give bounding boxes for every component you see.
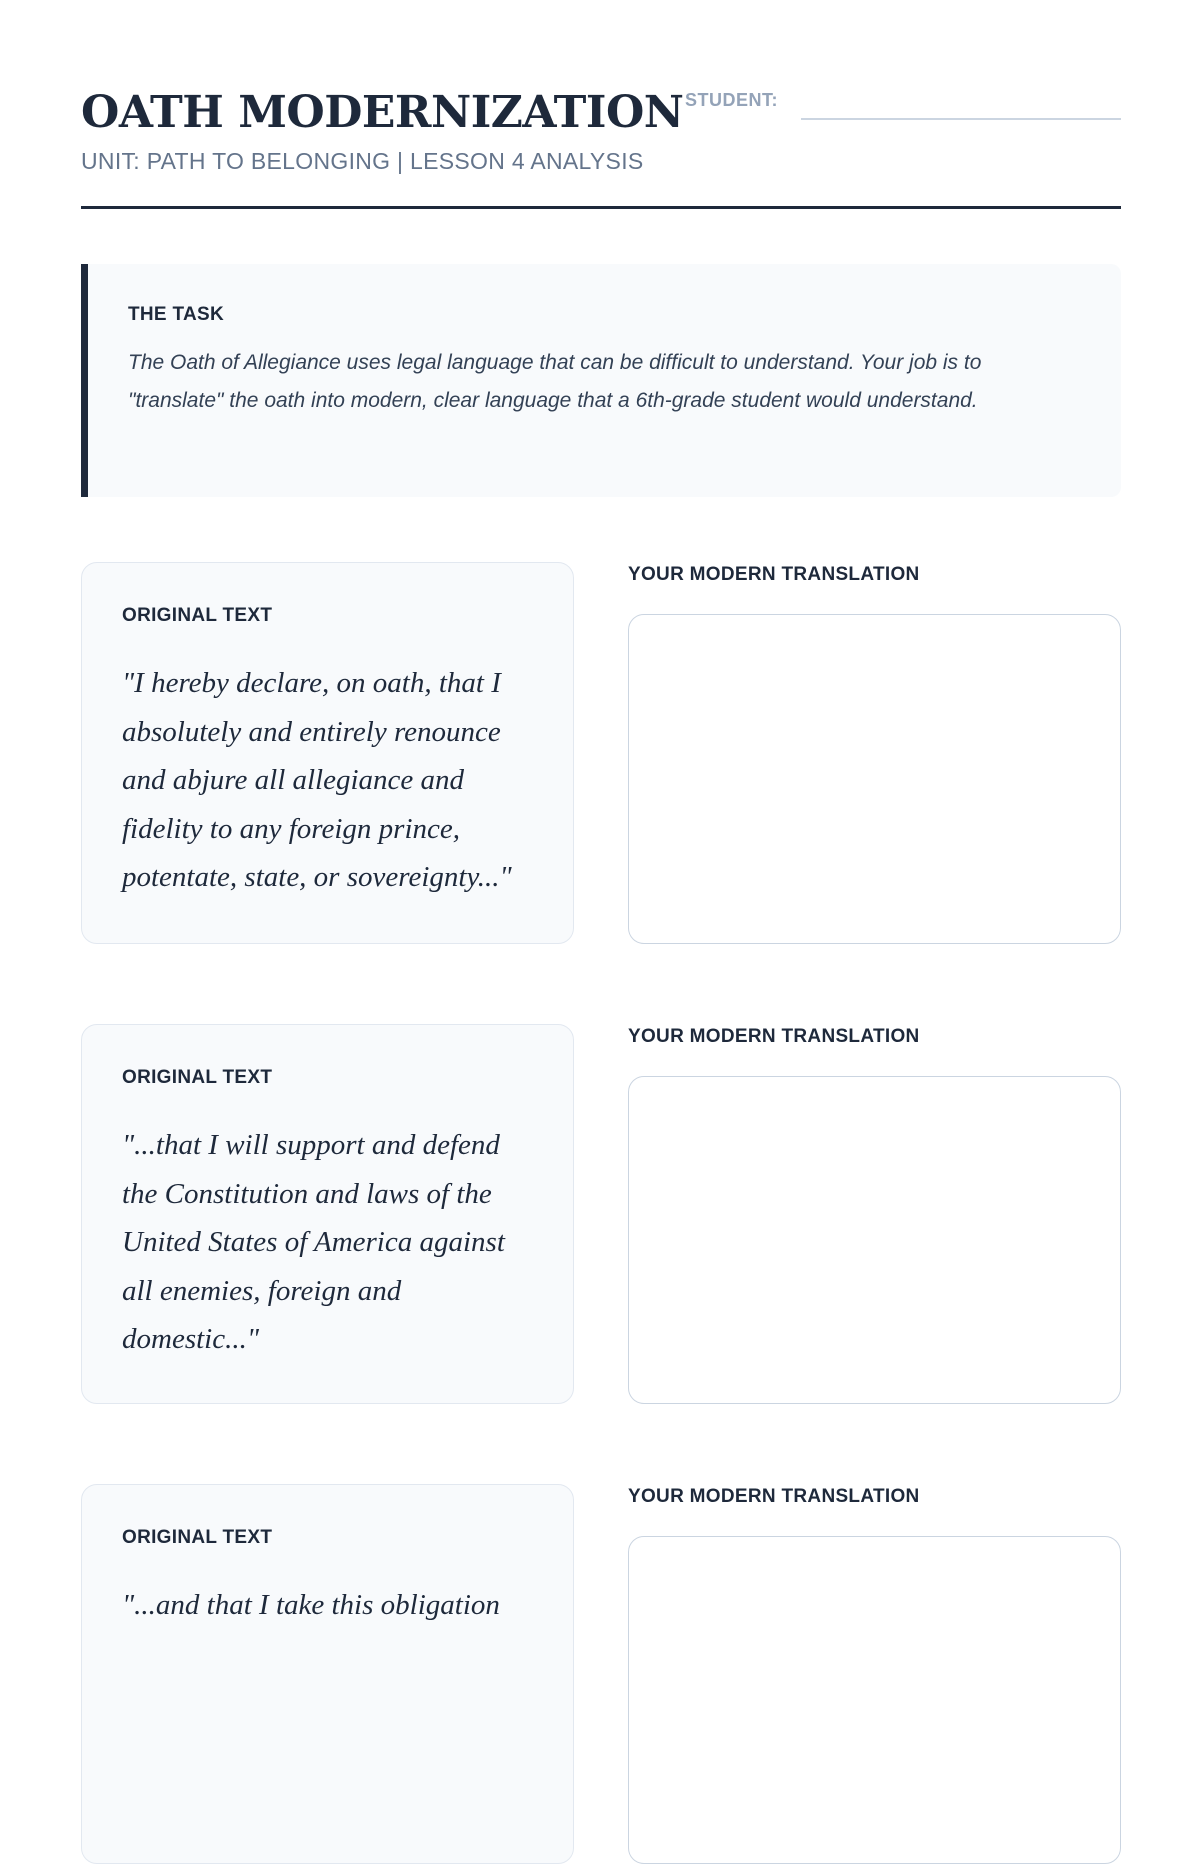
original-text-label: ORIGINAL TEXT [122, 605, 273, 626]
translation-input-3[interactable] [628, 1536, 1121, 1864]
translation-section-3 [81, 1484, 1121, 1621]
worksheet-header [81, 80, 1121, 210]
original-text-quote: "I hereby declare, on oath, that I absolutely and entirely renounce and abjure all allegiance and fidelity to any foreign prince, potentate, state, or sovereignty..." [122, 667, 512, 893]
original-text-card [81, 562, 574, 944]
student-name-field[interactable] [685, 88, 1121, 120]
student-name-line[interactable] [801, 118, 1121, 120]
task-callout [81, 264, 1121, 497]
task-label: THE TASK [128, 304, 224, 325]
original-text-quote: "...that I will support and defend the Constitution and laws of the United States of America against all enemies, foreign and domestic..." [122, 1129, 505, 1355]
original-text-card [81, 1024, 574, 1404]
page-subtitle: UNIT: PATH TO BELONGING | LESSON 4 ANALYSIS [81, 148, 644, 174]
student-label: STUDENT: [685, 90, 778, 110]
original-text-label: ORIGINAL TEXT [122, 1067, 273, 1088]
original-text-card [81, 1484, 574, 1864]
header-divider [81, 206, 1121, 209]
original-text-label: ORIGINAL TEXT [122, 1527, 273, 1548]
translation-label: YOUR MODERN TRANSLATION [628, 564, 920, 585]
translation-input-2[interactable] [628, 1076, 1121, 1404]
translation-input-1[interactable] [628, 614, 1121, 944]
task-instructions: The Oath of Allegiance uses legal language that can be difficult to understand. Your job is to "translate" the oath into modern, clear language that a 6th-grade student would understand. [128, 351, 982, 412]
page-title: OATH MODERNIZATION [81, 87, 684, 138]
original-text-quote: "...and that I take this obligation [122, 1589, 500, 1621]
translation-label: YOUR MODERN TRANSLATION [628, 1026, 920, 1047]
translation-label: YOUR MODERN TRANSLATION [628, 1486, 920, 1507]
